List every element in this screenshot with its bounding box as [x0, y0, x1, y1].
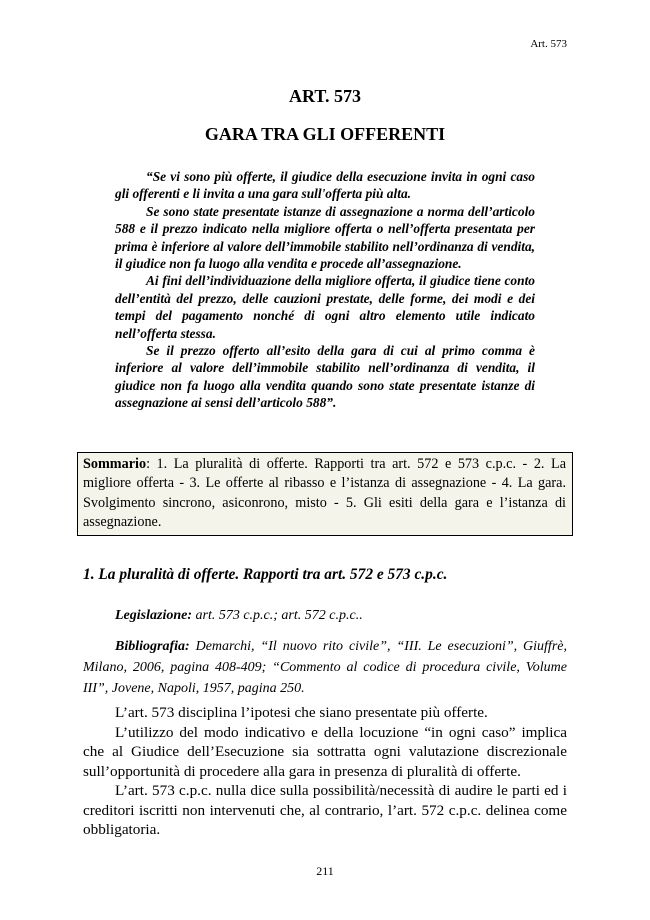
section-body [83, 703, 567, 840]
body-paragraph: L’art. 573 disciplina l’ipotesi che siano presentate più offerte. [115, 704, 488, 721]
summary-label: Sommario [83, 456, 147, 472]
bibliography-paragraph [83, 636, 567, 699]
norm-paragraph: Ai fini dell’individuazione della migliore offerta, il giudice tiene conto dell’entità del prezzo, delle cauzioni prestate, delle forme, dei modi e dei tempi del pagamento nonché di ogni altro elemento utile indicato nell’offerta stessa. [115, 273, 535, 341]
body-paragraph: L’utilizzo del modo indicativo e della locuzione “in ogni caso” implica che al Giudice dell’Esecuzione sia sottratta ogni valutazione discrezionale sull’opportunità di procedere alla gara in presenza di pluralità di offerte. [83, 723, 567, 780]
section-heading: 1. La pluralità di offerte. Rapporti tra art. 572 e 573 c.p.c. [83, 566, 448, 583]
article-number: ART. 573 [288, 86, 362, 106]
page-number: 211 [316, 864, 334, 878]
norm-paragraph: Se il prezzo offerto all’esito della gara di cui al primo comma è inferiore al valore dell’immobile stabilito nell’ordinanza di vendita, il giudice non fa luogo alla vendita quando sono state presentate istanze di assegnazione ai sensi dell’articolo 588”. [115, 343, 535, 411]
legislation-label: Legislazione: [115, 608, 192, 623]
summary-text: : 1. La pluralità di offerte. Rapporti tra art. 572 e 573 c.p.c. - 2. La migliore offerta - 3. Le offerte al ribasso e l’istanza di assegnazione - 4. La gara. Svolgimento sincrono, asiconrono, misto - 5. Gli esiti della gara e l’istanza di assegnazione. [83, 456, 566, 531]
norm-paragraph: Se sono state presentate istanze di assegnazione a norma dell’articolo 588 e il prezzo indicato nella migliore offerta o nell’offerta presentata per prima è inferiore al valore dell’immobile stabilito nell’ordinanza di vendita, il giudice non fa luogo alla vendita e procede all’assegnazione. [115, 203, 535, 272]
legislation-text: art. 573 c.p.c.; art. 572 c.p.c.. [192, 608, 363, 623]
summary-box [77, 452, 573, 536]
bibliography-text: Demarchi, “Il nuovo rito civile”, “III. Le esecuzioni”, Giuffrè, Milano, 2006, pagina 408-409; “Commento al codice di procedura civile, Volume III”, Jovene, Napoli, 1957, pagina 250. [83, 639, 567, 696]
norm-text [115, 168, 535, 412]
body-paragraph: L’art. 573 c.p.c. nulla dice sulla possibilità/necessità di audire le parti ed i creditori iscritti non intervenuti che, al contrario, l’art. 572 c.p.c. delinea come obbligatoria. [83, 782, 567, 838]
legislation-line [83, 608, 567, 624]
running-head: Art. 573 [530, 38, 567, 50]
bibliography-label: Bibliografia: [115, 639, 190, 654]
norm-paragraph: “Se vi sono più offerte, il giudice della esecuzione invita in ogni caso gli offerenti e li invita a una gara sull'offerta più alta. [115, 169, 535, 202]
article-title: GARA TRA GLI OFFERENTI [204, 124, 446, 144]
